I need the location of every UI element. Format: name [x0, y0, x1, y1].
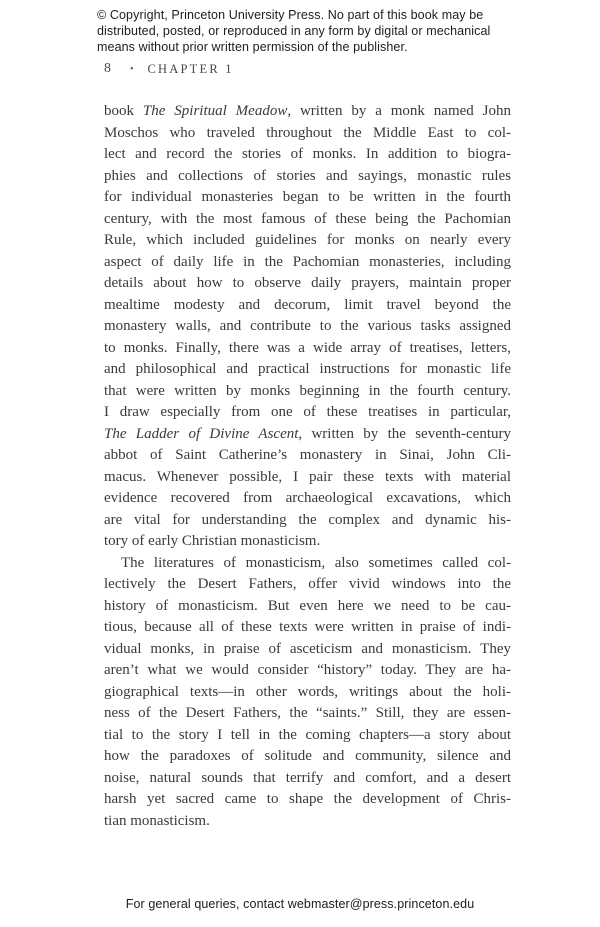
text-line: macus. Whenever possible, I pair these texts with material — [104, 468, 511, 485]
text-line: abbot of Saint Catherine’s monastery in Sinai, John Cli- — [104, 447, 511, 463]
text-line: evidence recovered from archaeological excavations, which — [104, 490, 511, 506]
text-line: phies and collections of stories and sayings, monastic rules — [104, 167, 511, 184]
text-line: history of monasticism. But even here we need to be cau- — [104, 597, 511, 614]
text-line: book The Spiritual Meadow, written by a monk named John — [104, 103, 512, 119]
copyright-notice — [97, 7, 509, 55]
page-number: 8 — [104, 61, 111, 76]
text-line: Rule, which included guidelines for monks on nearly every — [104, 232, 511, 248]
text-line: and philosophical and practical instructions for monastic life — [104, 361, 511, 377]
running-head — [104, 61, 234, 77]
text-line: tious, because all of these texts were written in praise of indi- — [104, 619, 511, 635]
notice-line: © Copyright, Princeton University Press. No part of this book may be — [97, 8, 484, 22]
text-line: Moschos who traveled throughout the Middle East to col- — [104, 124, 511, 141]
text-line: tian monasticism. — [104, 812, 210, 829]
text-line: how the paradoxes of solitude and community, silence and — [104, 748, 511, 764]
text-line: century, with the most famous of these being the Pachomian — [104, 210, 511, 227]
text-line: for individual monasteries began to be written in the fourth — [104, 189, 511, 205]
text-line: lect and record the stories of monks. In addition to biogra- — [104, 146, 511, 162]
text-line: giographical texts—in other words, writings about the holi- — [104, 683, 511, 700]
footer-contact-line — [0, 897, 600, 911]
text-line: lectively the Desert Fathers, offer vivid windows into the — [104, 576, 511, 592]
text-line: aren’t what we would consider “history” today. They are ha- — [104, 662, 511, 678]
notice-line: distributed, posted, or reproduced in any form by digital or mechanical — [97, 24, 491, 38]
text-line: The Ladder of Divine Ascent, written by the seventh-century — [104, 425, 511, 442]
text-line: mealtime modesty and decorum, limit travel beyond the — [104, 296, 511, 313]
text-line: noise, natural sounds that terrify and comfort, and a desert — [104, 769, 511, 786]
body-text — [104, 101, 511, 832]
text-line: details about how to observe daily prayers, maintain proper — [104, 275, 511, 291]
footer-contact-text: For general queries, contact webmaster@press.princeton.edu — [125, 897, 475, 911]
text-line: ness of the Desert Fathers, the “saints.” Still, they are essen- — [104, 705, 511, 721]
text-line: that were written by monks beginning in the fourth century. — [104, 382, 511, 399]
text-line: I draw especially from one of these treatises in particular, — [104, 404, 511, 420]
notice-line: means without prior written permission of the publisher. — [97, 40, 408, 54]
text-line: are vital for understanding the complex and dynamic his- — [104, 511, 511, 528]
text-line: to monks. Finally, there was a wide array of treatises, letters, — [104, 339, 511, 356]
text-line: The literatures of monasticism, also sometimes called col- — [121, 554, 511, 571]
text-line: vidual monks, in praise of asceticism and monasticism. They — [104, 640, 511, 657]
text-line: aspect of daily life in the Pachomian monasteries, including — [104, 253, 511, 270]
text-line: harsh yet sacred came to shape the development of Chris- — [104, 791, 511, 807]
paragraph — [104, 101, 511, 553]
bullet-separator-icon: • — [130, 63, 134, 75]
chapter-label: CHAPTER 1 — [147, 61, 234, 76]
text-line: monastery walls, and contribute to the various tasks assigned — [104, 318, 511, 334]
paragraph — [104, 553, 511, 833]
text-line: tory of early Christian monasticism. — [104, 533, 321, 549]
text-line: tial to the story I tell in the coming chapters—a story about — [104, 726, 511, 743]
